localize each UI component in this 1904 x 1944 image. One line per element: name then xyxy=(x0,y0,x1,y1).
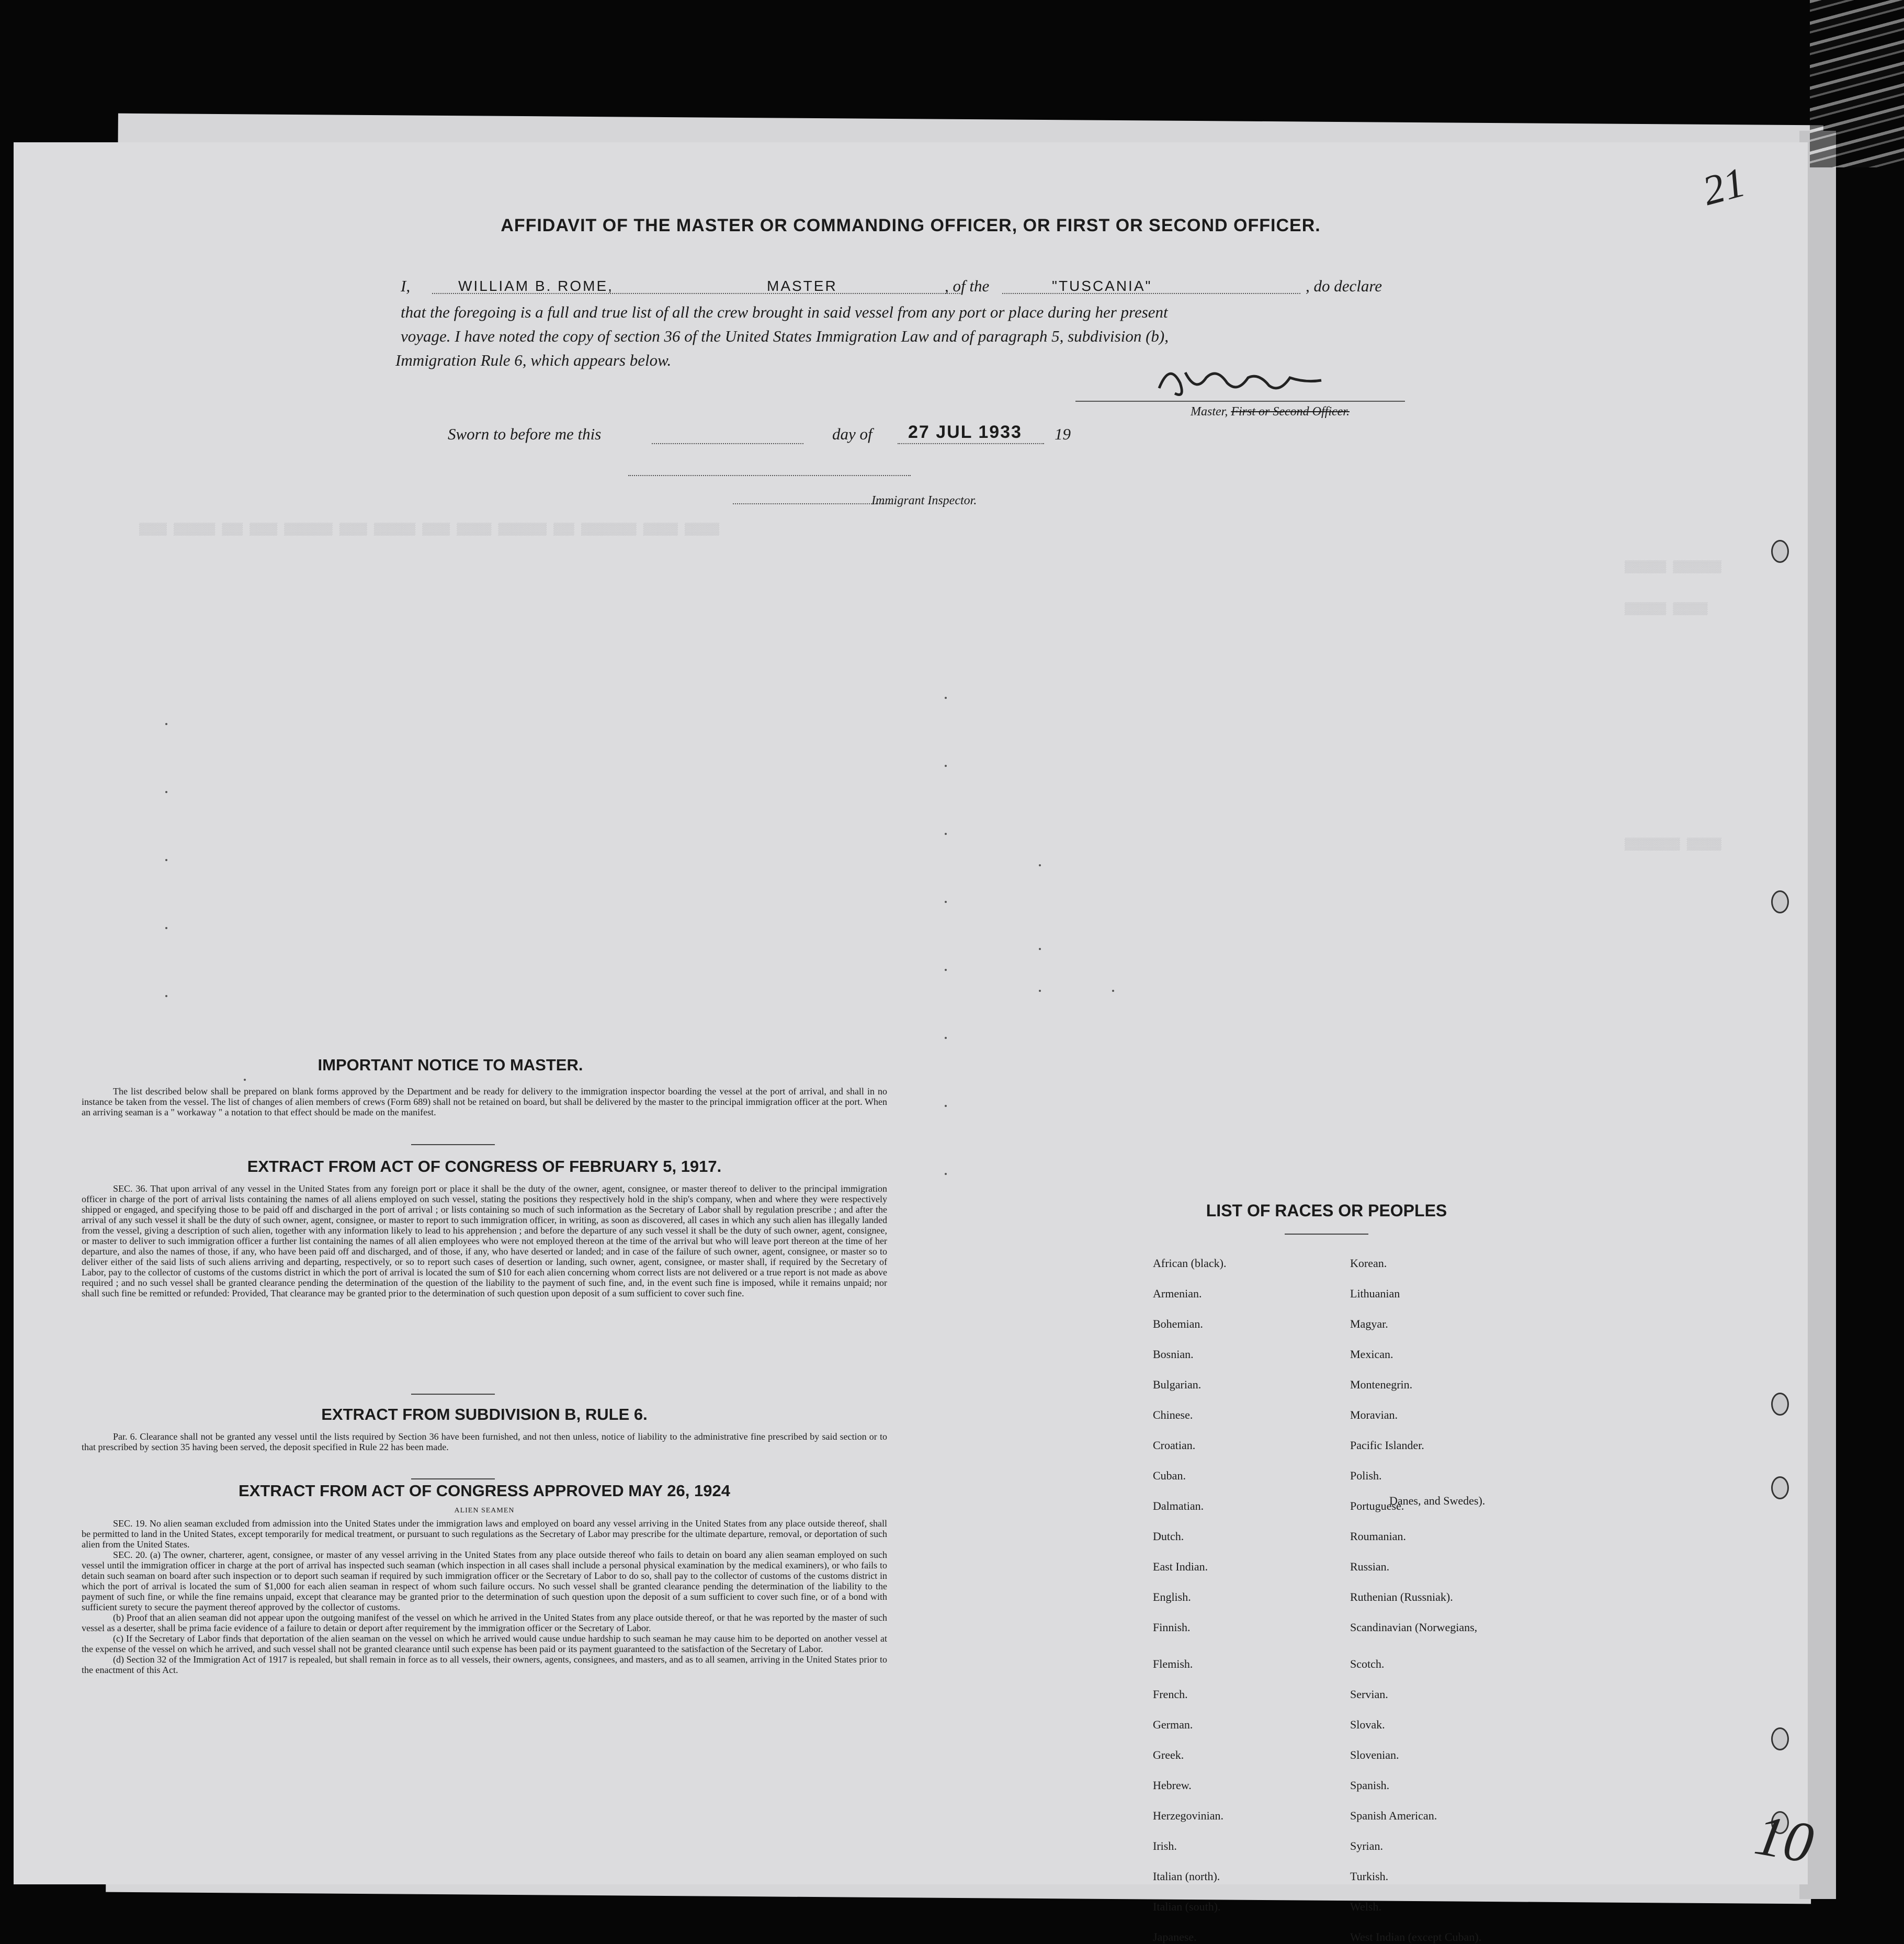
race-item: Roumanian. xyxy=(1350,1530,1406,1543)
bleed-through-text: ▒▒▒▒▒▒ ▒▒▒▒▒▒▒ xyxy=(1625,561,1721,574)
race-item: Spanish. xyxy=(1350,1779,1390,1792)
race-item: Portuguese. xyxy=(1350,1499,1404,1512)
master-rank: MASTER xyxy=(767,278,837,294)
date-stamp: 27 JUL 1933 xyxy=(908,422,1022,442)
extract-rule6-body: Par. 6. Clearance shall not be granted any vessel until the lists required by Section 36 have been furnished, and not then unless, notice of liability to the administrative fine prescribed by said section or to that prescribed by section 35 having been served, the deposit specified in Rule 22 has been made. xyxy=(82,1431,887,1452)
race-item: Polish. xyxy=(1350,1469,1382,1482)
sec-19: SEC. 19. No alien seaman excluded from admission into the United States under the immigration laws and employed on board any vessel arriving in the United States from any place outside thereof, shall be permitted to land in the United States, except temporarily for medical treatment, or pursuant to such regulations as the Secretary of Labor may prescribe for the ultimate departure, removal, or deportation of such alien from the United States. xyxy=(82,1518,887,1550)
notice-title: IMPORTANT NOTICE TO MASTER. xyxy=(318,1056,583,1074)
extract-rule6-title: EXTRACT FROM SUBDIVISION B, RULE 6. xyxy=(321,1405,648,1423)
punch-hole xyxy=(1771,1476,1789,1499)
race-item: Armenian. xyxy=(1153,1287,1202,1300)
race-item: Italian (south). xyxy=(1153,1900,1221,1913)
race-item: Japanese. xyxy=(1153,1930,1197,1943)
sec-20c: (c) If the Secretary of Labor finds that deportation of the alien seaman on the vessel on which he arrived would cause undue hardship to such seaman he may cause him to be deported on another vessel at the expense of the vessel on which he arrived, and such vessel shall not be granted clearance until such expense has been paid or its payment guaranteed to the satisfaction of the Secretary of Labor. xyxy=(82,1633,887,1654)
extract-1924-title: EXTRACT FROM ACT OF CONGRESS APPROVED MAY 26, 1924 xyxy=(239,1482,730,1500)
margin-number-top: 21 xyxy=(1697,159,1750,214)
race-item: Finnish. xyxy=(1153,1621,1191,1634)
race-item: Russian. xyxy=(1350,1560,1390,1573)
extract-1917-body: SEC. 36. That upon arrival of any vessel in the United States from any foreign port or place it shall be the duty of the owner, agent, consignee, or master thereof to deliver to the principal immigration officer in charge of the port of arrival lists containing the names of all aliens employed on such vessel, stating the positions they respectively hold in the ship's company, when and where they were respectively shipped or engaged, and specifying those to be paid off and discharged in the port of arrival ; or lists containing so much of such information as the Secretary of Labor shall by regulation prescribe ; and after the arrival of any such vessel it shall be the duty of such owner, agent, consignee, or master to report to such immigration officer, in writing, as soon as discovered, all cases in which any such alien has illegally landed from the vessel, giving a description of such alien, together with any information likely to lead to his apprehension ; and before the departure of any such vessel it shall be the duty of such owner, agent, consignee, or master to deliver to such immigration officer a further list containing the names of all alien employees who were not employed thereon at the time of the arrival but who will leave port thereon at the time of her departure, and also the names of those, if any, who have been paid off and discharged, and of those, if any, who have deserted or landed; and in case of the failure of such owner, agent, consignee, or master so to deliver either of the said lists of such aliens arriving and departing, respectively, or so to report such cases of desertion or landing, such owner, agent, consignee, or master shall, if required by the Secretary of Labor, pay to the collector of customs of the customs district in which the port of arrival is located the sum of $10 for each alien concerning whom correct lists are not delivered or a true report is not made as above required ; and no such vessel shall be granted clearance pending the determination of the question of the liability to the payment of such fine, and, in the event such fine is imposed, while it remains unpaid; nor shall such fine be remitted or refunded: Provided, That clearance may be granted prior to the determination of such question upon deposit of a sum sufficient to cover such fine. xyxy=(82,1183,887,1298)
race-item: Dutch. xyxy=(1153,1530,1184,1543)
race-item: Herzegovinian. xyxy=(1153,1809,1223,1822)
race-item: East Indian. xyxy=(1153,1560,1208,1573)
race-item: Chinese. xyxy=(1153,1408,1193,1421)
race-item: Hebrew. xyxy=(1153,1779,1192,1792)
race-item: Magyar. xyxy=(1350,1317,1388,1330)
punch-hole xyxy=(1771,890,1789,913)
master-name: WILLIAM B. ROME, xyxy=(458,278,614,294)
declaration-line-2: that the foregoing is a full and true list of all the crew brought in said vessel from any port or place during her present xyxy=(401,303,1168,321)
affidavit-title: AFFIDAVIT OF THE MASTER OR COMMANDING OFFICER, OR FIRST OR SECOND OFFICER. xyxy=(501,216,1321,235)
race-item: Cuban. xyxy=(1153,1469,1186,1482)
extract-1924-body xyxy=(82,1518,887,1675)
race-item: German. xyxy=(1153,1718,1193,1731)
manifest-page xyxy=(14,142,1818,1943)
race-item: Korean. xyxy=(1350,1257,1387,1270)
race-item: Bohemian. xyxy=(1153,1317,1203,1330)
race-item: Servian. xyxy=(1350,1688,1388,1701)
declaration-line-3: voyage. I have noted the copy of section 36 of the United States Immigration Law and of paragraph 5, subdivision (b), xyxy=(401,327,1169,345)
notice-body: The list described below shall be prepared on blank forms approved by the Department and be ready for delivery to the immigration inspector boarding the vessel at the port of arrival, and shall in no instance be taken from the vessel. The list of changes of alien members of crews (Form 689) shall not be retained on board, but shall be delivered by the master to the principal immigration officer at the port. When an arriving seaman is a " workaway " a notation to that effect should be made on the manifest. xyxy=(82,1086,887,1117)
race-item: Mexican. xyxy=(1350,1348,1393,1361)
sec-20a: SEC. 20. (a) The owner, charterer, agent, consignee, or master of any vessel arriving in the United States from any place outside thereof who fails to detain on board any alien seaman employed on such vessel until the immigration officer in charge at the port of arrival has inspected such seaman (which inspection in all cases shall include a personal physical examination by the medical examiners), or who fails to detain such seaman on board after such inspection or to deport such seaman if required by such immigration officer or the Secretary of Labor to do so, shall pay to the collector of customs of the customs district in which the port of arrival is located the sum of $1,000 for each alien seaman in respect of whom such failure occurs. No such vessel shall be granted clearance pending the determination of the liability to the payment of such fine, or while the fine remains unpaid, except that clearance may be granted prior to the determination of such question upon the deposit of a sum sufficient to cover such fine, or of a bond with sufficient surety to secure the payment thereof approved by the collector of customs. xyxy=(82,1550,887,1612)
punch-hole xyxy=(1771,1393,1789,1416)
margin-number-bottom: 10 xyxy=(1750,1802,1818,1875)
race-item: Welsh. xyxy=(1350,1900,1381,1913)
race-item: Bulgarian. xyxy=(1153,1378,1202,1391)
inspector-label: Immigrant Inspector. xyxy=(871,494,977,507)
vessel-name: "TUSCANIA" xyxy=(1052,278,1152,294)
sec-20b: (b) Proof that an alien seaman did not appear upon the outgoing manifest of the vessel on which he arrived in the United States from any place outside thereof, or that he was reported by the master of such vessel as a deserter, shall be prima facie evidence of a failure to detain or deport after requirement by the immigration officer or the Secretary of Labor. xyxy=(82,1612,887,1633)
declaration-line-1: I, WILLIAM B. ROME, MASTER , of the "TUSCANIA" , do declare xyxy=(401,274,1447,298)
punch-hole xyxy=(1771,540,1789,563)
bleed-through-text: ▒▒▒▒ ▒▒▒▒▒▒ ▒▒▒ ▒▒▒▒ ▒▒▒▒▒▒▒ ▒▒▒▒ ▒▒▒▒▒▒ ▒▒▒▒ ▒▒▒▒▒ ▒▒▒▒▒▒▒ ▒▒▒ ▒▒▒▒▒▒▒▒ ▒▒▒▒▒ ▒▒▒▒▒ xyxy=(139,523,719,536)
race-item: Lithuanian xyxy=(1350,1287,1400,1300)
race-item: Italian (north). xyxy=(1153,1870,1220,1883)
race-item: Syrian. xyxy=(1350,1839,1383,1852)
race-item: Montenegrin. xyxy=(1350,1378,1413,1391)
race-item: Ruthenian (Russniak). xyxy=(1350,1590,1453,1603)
race-item: Bosnian. xyxy=(1153,1348,1194,1361)
race-item: Flemish. xyxy=(1153,1657,1193,1670)
extract-1917-title: EXTRACT FROM ACT OF CONGRESS OF FEBRUARY 5, 1917. xyxy=(247,1157,722,1176)
race-item: French. xyxy=(1153,1688,1188,1701)
race-item: Croatian. xyxy=(1153,1439,1196,1452)
race-item: Slovak. xyxy=(1350,1718,1385,1731)
race-item: Irish. xyxy=(1153,1839,1177,1852)
race-item: English. xyxy=(1153,1590,1191,1603)
race-item: African (black). xyxy=(1153,1257,1227,1270)
race-item: Dalmatian. xyxy=(1153,1499,1204,1512)
torn-corner xyxy=(1810,0,1904,167)
race-item: Pacific Islander. xyxy=(1350,1439,1424,1452)
punch-hole xyxy=(1771,1727,1789,1750)
race-item: Greek. xyxy=(1153,1748,1184,1761)
race-item: Danes, and Swedes). xyxy=(1389,1494,1486,1507)
race-item: Scandinavian (Norwegians, xyxy=(1350,1621,1478,1634)
race-item: Moravian. xyxy=(1350,1408,1398,1421)
race-item: West Indian (except Cuban). xyxy=(1350,1930,1482,1943)
race-item: Spanish American. xyxy=(1350,1809,1437,1822)
sworn-line: Sworn to before me this day of 27 JUL 1933 19 xyxy=(448,422,1180,448)
declaration-line-4: Immigration Rule 6, which appears below. xyxy=(395,351,672,369)
race-item: Turkish. xyxy=(1350,1870,1389,1883)
bleed-through-text: ▒▒▒▒▒▒▒▒ ▒▒▒▒▒ xyxy=(1625,838,1721,851)
signature-label: Master, First or Second Officer. xyxy=(1191,405,1350,419)
race-item: Scotch. xyxy=(1350,1657,1385,1670)
extract-1924-subtitle: ALIEN SEAMEN xyxy=(454,1507,515,1514)
races-title: LIST OF RACES OR PEOPLES xyxy=(1206,1201,1447,1220)
race-item: Slovenian. xyxy=(1350,1748,1399,1761)
master-signature xyxy=(1154,357,1342,404)
sec-20d: (d) Section 32 of the Immigration Act of 1917 is repealed, but shall remain in force as to all vessels, their owners, agents, consignees, and masters, and as to all seamen, arriving in the United States prior to the enactment of this Act. xyxy=(82,1654,887,1675)
bleed-through-text: ▒▒▒▒▒▒ ▒▒▒▒▒ xyxy=(1625,603,1708,616)
